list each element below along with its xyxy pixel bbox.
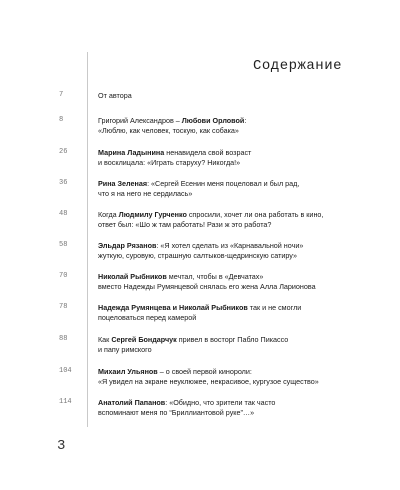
toc-entry-phrase: Григорий Александров – [98, 116, 182, 125]
toc-page-number: 104 [59, 367, 72, 375]
toc-page-number: 26 [59, 148, 68, 156]
toc-entry-name: Михаил Ульянов [98, 367, 158, 376]
page-title: Содержание [252, 58, 342, 74]
toc-entry-line [98, 179, 368, 189]
toc-entry-line [98, 241, 368, 251]
toc-entry-phrase: и восклицала: «Играть старуху? Никогда!» [98, 157, 241, 167]
toc-page-number: 48 [59, 210, 68, 218]
toc-entry-phrase: привел в восторг Пабло Пикассо [176, 335, 289, 344]
toc-entry-text [98, 367, 368, 386]
toc-entry-text [98, 272, 368, 291]
toc-page-number: 36 [59, 179, 68, 187]
toc-entry-name: Эльдар Рязанов [98, 241, 157, 250]
toc-entry-line [98, 220, 368, 230]
toc-page-number: 70 [59, 272, 68, 280]
toc-entry-line [98, 210, 368, 220]
toc-entry-line [98, 345, 368, 355]
toc-page-number: 7 [59, 91, 64, 99]
toc-entry-line [98, 282, 368, 292]
toc-entry-line [98, 313, 368, 323]
toc-entry-line [98, 126, 368, 136]
vertical-divider [87, 52, 88, 427]
toc-entry-line [98, 251, 368, 261]
toc-entry-name: Людмилу Гурченко [118, 210, 187, 219]
toc-entry-phrase: : «Сергей Есенин меня поцеловал и был рад, [147, 179, 300, 188]
toc-entry-phrase: и папу римского [98, 344, 152, 354]
toc-entry-phrase: «Люблю, как человек, тоскую, как собака» [98, 125, 239, 135]
toc-entry-name: Николай Рыбников [98, 272, 167, 281]
toc-page-number: 88 [59, 335, 68, 343]
toc-entry-phrase: спросили, хочет ли она работать в кино, [186, 210, 324, 219]
toc-entry-line [98, 91, 368, 101]
toc-entry-name: Анатолий Папанов [98, 398, 166, 407]
toc-entry-name: Надежда Румянцева и Николай Рыбников [98, 303, 248, 312]
toc-entry-name: Любови Орловой [181, 116, 245, 125]
toc-entry-phrase: вместо Надежды Румянцевой снялась его жена Алла Ларионова [98, 281, 316, 291]
toc-entry-phrase: вспоминают меня по “Бриллиантовой руке”…» [98, 407, 255, 417]
toc-entry-phrase: так и не смогли [247, 303, 302, 312]
toc-entry-phrase: : [244, 116, 247, 125]
toc-entry-phrase: – о своей первой кинороли: [157, 367, 252, 376]
toc-entry-phrase: жуткую, суровую, страшную салтыков-щедринскую сатиру» [98, 250, 297, 260]
toc-entry-text [98, 210, 368, 229]
toc-entry-phrase: Когда [98, 210, 119, 219]
toc-entry-text [98, 335, 368, 354]
toc-entry-phrase: От автора [98, 91, 132, 100]
toc-entry-phrase: Как [98, 335, 112, 344]
toc-entry-text [98, 241, 368, 260]
toc-entry-line [98, 377, 368, 387]
toc-entry-text [98, 303, 368, 322]
toc-entry-text [98, 91, 368, 101]
toc-entry-line [98, 189, 368, 199]
toc-entry-line [98, 148, 368, 158]
toc-entry-line [98, 367, 368, 377]
toc-entry-line [98, 303, 368, 313]
toc-entry-phrase: поцеловаться перед камерой [98, 312, 197, 322]
toc-entry-phrase: ненавидела свой возраст [164, 148, 252, 157]
toc-page-number: 58 [59, 241, 68, 249]
toc-page-number: 8 [59, 116, 64, 124]
toc-page-number: 114 [59, 398, 72, 406]
toc-entry-text [98, 148, 368, 167]
toc-entry-name: Рина Зеленая [98, 179, 148, 188]
toc-entry-text [98, 398, 368, 417]
toc-entry-phrase: что я на него не сердилась» [98, 188, 193, 198]
toc-entry-line [98, 408, 368, 418]
toc-page-number: 78 [59, 303, 68, 311]
toc-entry-phrase: : «Обидно, что зрители так часто [165, 398, 276, 407]
toc-entry-phrase: ответ был: «Шо ж там работать! Рази ж это работа? [98, 219, 272, 229]
toc-entry-text [98, 116, 368, 135]
toc-entry-line [98, 335, 368, 345]
toc-entry-text [98, 179, 368, 198]
toc-entry-name: Сергей Бондарчук [111, 335, 177, 344]
toc-entry-phrase: «Я увидел на экране неуклюжее, некрасивое, кургузое существо» [98, 376, 319, 386]
toc-entry-phrase: : «Я хотел сделать из «Карнавальной ночи» [156, 241, 304, 250]
toc-entry-phrase: мечтал, чтобы в «Девчатах» [166, 272, 264, 281]
toc-entry-line [98, 158, 368, 168]
toc-entry-line [98, 116, 368, 126]
toc-entry-name: Марина Ладынина [98, 148, 165, 157]
page-number: 3 [57, 438, 66, 454]
toc-entry-line [98, 272, 368, 282]
toc-entry-line [98, 398, 368, 408]
